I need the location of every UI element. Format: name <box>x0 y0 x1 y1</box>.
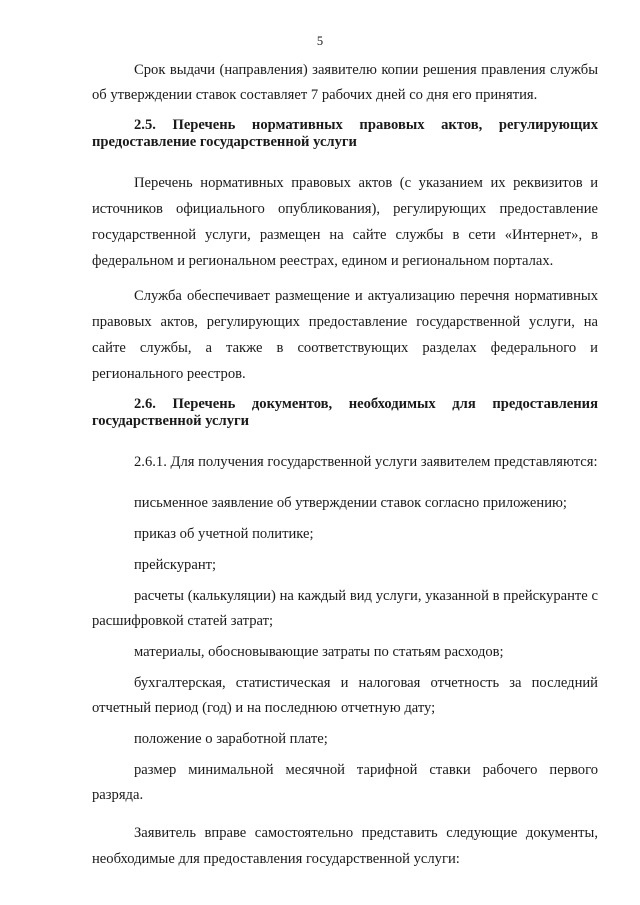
paragraph-legal-acts-list: Перечень нормативных правовых актов (с указанием их реквизитов и источников официального опубликования), регулирующих предоставление государственной услуги, размещен на сайте службы в сети «Интернет», в федеральном и региональном реестрах, едином и региональном порталах. <box>92 175 598 269</box>
list-item: бухгалтерская, статистическая и налоговая отчетность за последний отчетный период (год) и на последнюю отчетную дату; <box>92 675 598 716</box>
list-item: расчеты (калькуляции) на каждый вид услуги, указанной в прейскуранте с расшифровкой статей затрат; <box>92 588 598 629</box>
section-heading-2-6: 2.6. Перечень документов, необходимых для предоставления государственной услуги <box>92 396 598 429</box>
list-item: приказ об учетной политике; <box>134 526 314 542</box>
list-item: материалы, обосновывающие затраты по статьям расходов; <box>134 644 504 660</box>
section-heading-2-5: 2.5. Перечень нормативных правовых актов, регулирующих предоставление государственной услуги <box>92 117 598 150</box>
list-item: письменное заявление об утверждении ставок согласно приложению; <box>134 495 567 511</box>
list-item: положение о заработной плате; <box>134 731 328 747</box>
list-item: прейскурант; <box>134 557 217 573</box>
page-number: 5 <box>316 34 324 48</box>
list-item: размер минимальной месячной тарифной ставки рабочего первого разряда. <box>92 762 598 803</box>
paragraph-optional-documents: Заявитель вправе самостоятельно представить следующие документы, необходимые для предоставления государственной услуги: <box>92 825 598 867</box>
document-body <box>92 58 598 872</box>
paragraph-2-6-1: 2.6.1. Для получения государственной услуги заявителем представляются: <box>134 454 598 470</box>
paragraph-service-actualization: Служба обеспечивает размещение и актуализацию перечня нормативных правовых актов, регулирующих предоставление государственной услуги, на сайте службы, а также в соответствующих разделах федерального и регионального реестров. <box>92 288 598 382</box>
paragraph-issue-term: Срок выдачи (направления) заявителю копии решения правления службы об утверждении ставок составляет 7 рабочих дней со дня его принятия. <box>92 62 598 103</box>
